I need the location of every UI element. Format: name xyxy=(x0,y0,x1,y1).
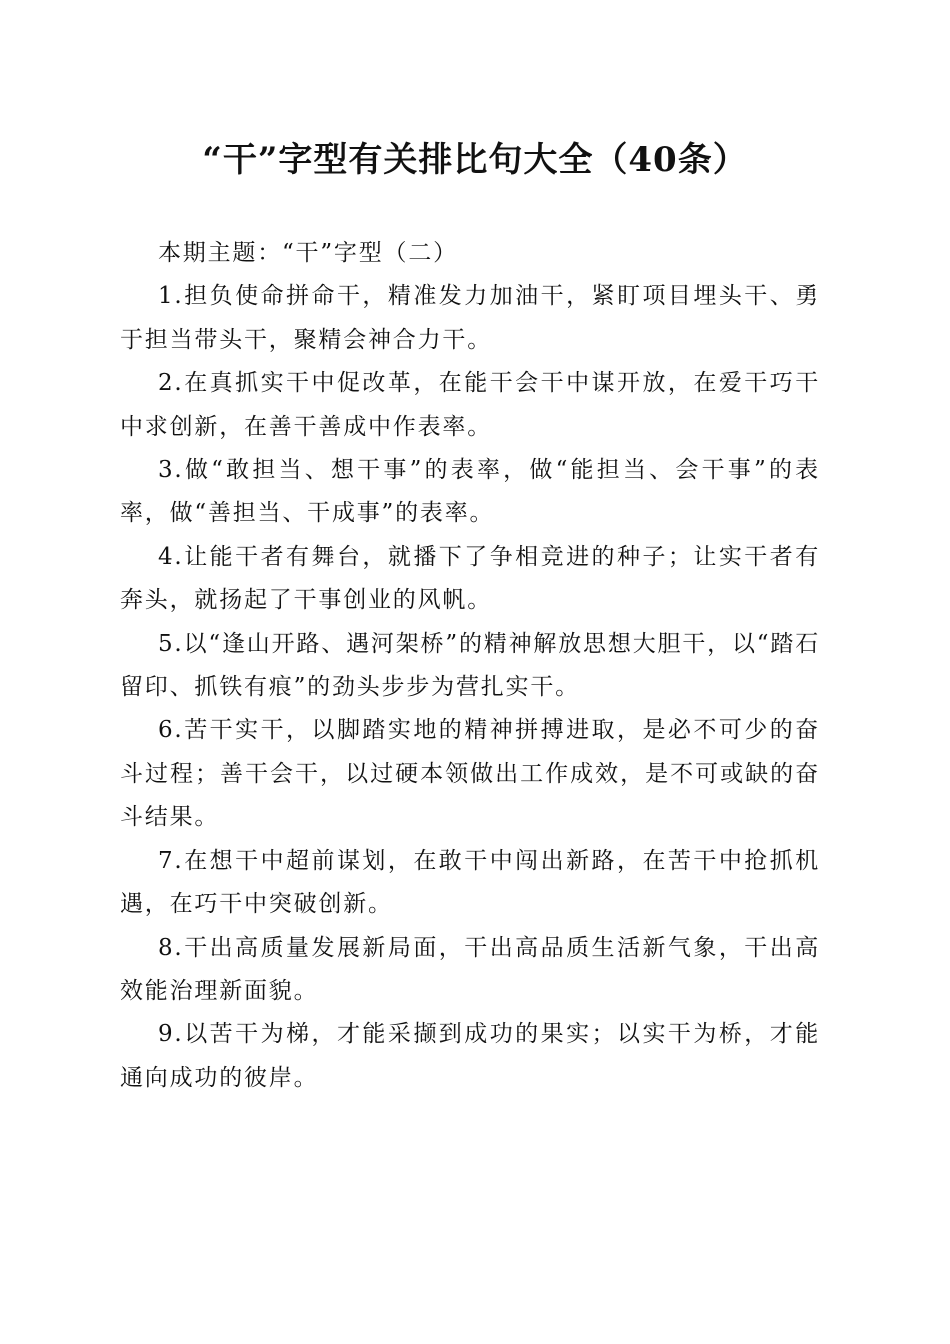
list-item: 8.干出高质量发展新局面，干出高品质生活新气象，干出高效能治理新面貌。 xyxy=(120,934,820,1004)
list-item: 6.苦干实干，以脚踏实地的精神拼搏进取，是必不可少的奋斗过程；善干会干，以过硬本领做出工作成效，是不可或缺的奋斗结果。 xyxy=(120,717,820,831)
document-body xyxy=(120,232,820,1100)
list-item: 1.担负使命拼命干，精准发力加油干，紧盯项目埋头干、勇于担当带头干，聚精会神合力干。 xyxy=(120,283,820,353)
list-item: 4.让能干者有舞台，就播下了争相竞进的种子；让实干者有奔头，就扬起了干事创业的风帆。 xyxy=(120,543,820,614)
list-item: 2.在真抓实干中促改革，在能干会干中谋开放，在爱干巧干中求创新，在善干善成中作表率。 xyxy=(120,370,820,440)
list-item: 3.做“敢担当、想干事”的表率，做“能担当、会干事”的表率，做“善担当、干成事”的表率。 xyxy=(120,457,820,527)
list-item: 7.在想干中超前谋划，在敢干中闯出新路，在苦干中抢抓机遇，在巧干中突破创新。 xyxy=(120,847,820,918)
document-title: “干”字型有关排比句大全（40条） xyxy=(202,140,748,180)
list-item: 5.以“逢山开路、遇河架桥”的精神解放思想大胆干，以“踏石留印、抓铁有痕”的劲头步步为营扎实干。 xyxy=(120,630,820,701)
document-subtitle: 本期主题：“干”字型（二） xyxy=(158,240,458,266)
list-item: 9.以苦干为梯，才能采撷到成功的果实；以实干为桥，才能通向成功的彼岸。 xyxy=(120,1021,820,1091)
